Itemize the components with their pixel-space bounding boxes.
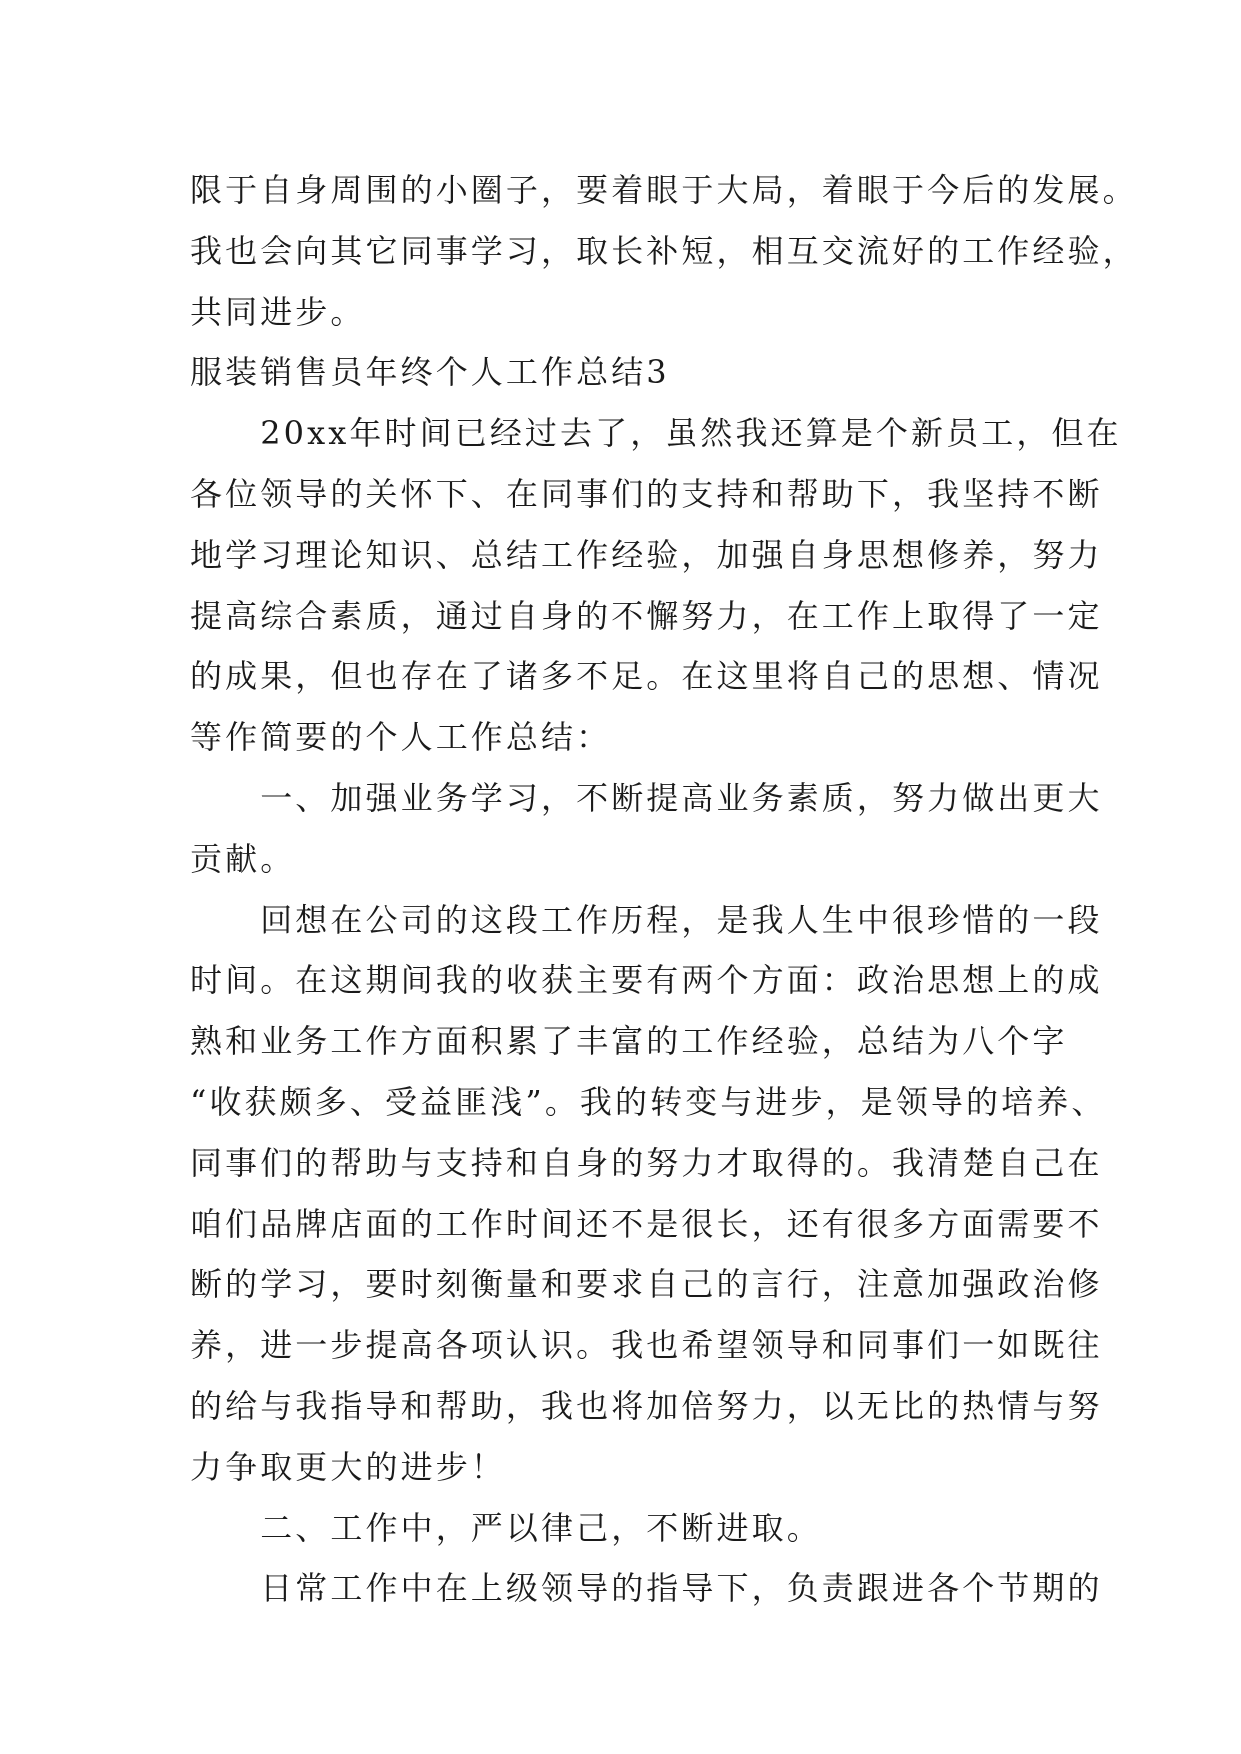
text-line: 熟和业务工作方面积累了丰富的工作经验，总结为八个字 — [190, 1022, 1068, 1061]
text-line: 地学习理论知识、总结工作经验，加强自身思想修养，努力 — [190, 535, 1103, 574]
text-line: 提高综合素质，通过自身的不懈努力，在工作上取得了一定 — [190, 596, 1103, 635]
text-line: 20xx年时间已经过去了，虽然我还算是个新员工，但在 — [190, 414, 1122, 453]
text-line: 日常工作中在上级领导的指导下，负责跟进各个节期的 — [190, 1569, 1103, 1608]
text-line: 等作简要的个人工作总结： — [190, 718, 612, 757]
text-line: 时间。在这期间我的收获主要有两个方面：政治思想上的成 — [190, 961, 1103, 1000]
text-line: 咱们品牌店面的工作时间还不是很长，还有很多方面需要不 — [190, 1204, 1103, 1243]
text-line: 回想在公司的这段工作历程，是我人生中很珍惜的一段 — [190, 900, 1103, 939]
text-line: 各位领导的关怀下、在同事们的支持和帮助下，我坚持不断 — [190, 474, 1103, 513]
text-line: 断的学习，要时刻衡量和要求自己的言行，注意加强政治修 — [190, 1265, 1103, 1304]
text-line: 养，进一步提高各项认识。我也希望领导和同事们一如既往 — [190, 1326, 1103, 1365]
text-line: 的成果，但也存在了诸多不足。在这里将自己的思想、情况 — [190, 657, 1103, 696]
text-line: 共同进步。 — [190, 292, 366, 331]
text-line: 力争取更大的进步！ — [190, 1447, 506, 1486]
text-line: 限于自身周围的小圈子，要着眼于大局，着眼于今后的发展。 — [190, 171, 1138, 209]
text-line: 贡献。 — [190, 839, 296, 878]
text-line: 我也会向其它同事学习，取长补短，相互交流好的工作经验， — [190, 231, 1138, 270]
text-line: 的给与我指导和帮助，我也将加倍努力，以无比的热情与努 — [190, 1386, 1103, 1425]
text-line: “收获颇多、受益匪浅”。我的转变与进步，是领导的培养、 — [190, 1082, 1107, 1121]
document-body — [190, 160, 1138, 1619]
subheading-line: 一、加强业务学习，不断提高业务素质，努力做出更大 — [190, 778, 1103, 817]
subheading-line: 二、工作中，严以律己，不断进取。 — [190, 1508, 822, 1547]
section-heading: 服装销售员年终个人工作总结3 — [190, 353, 670, 392]
text-line: 同事们的帮助与支持和自身的努力才取得的。我清楚自己在 — [190, 1143, 1103, 1182]
